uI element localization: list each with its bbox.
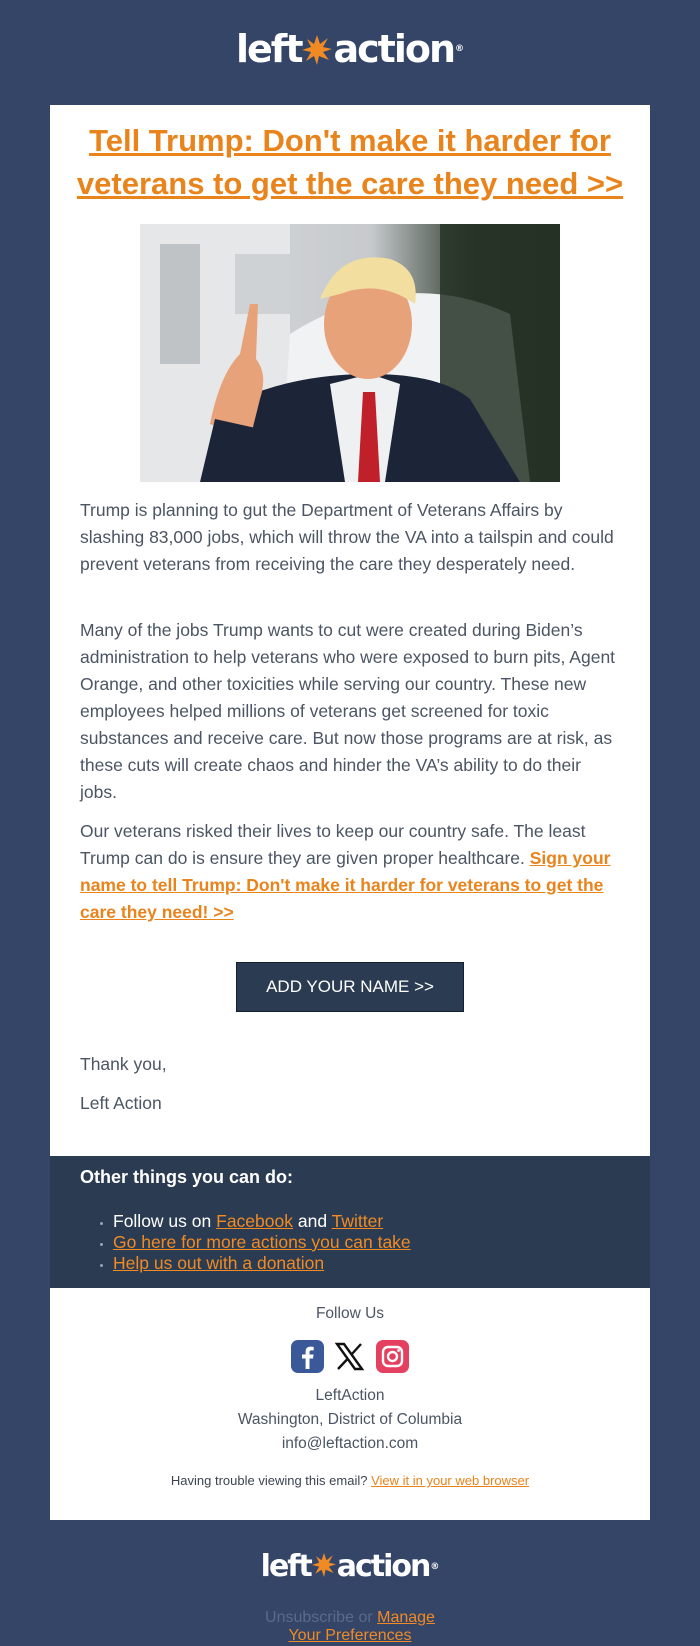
follow-us-label: Follow Us — [315, 1305, 385, 1322]
unsubscribe-area — [0, 1609, 700, 1645]
add-your-name-button[interactable]: ADD YOUR NAME >> — [236, 962, 464, 1012]
body-paragraph-2: Many of the jobs Trump wants to cut were created during Biden’s administration to help veterans who were exposed to burn pits, Agent Orange, and other toxicities while serving our country. These new employees helped millions of veterans get screened for toxic substances and receive care. But now those programs are at risk, as these cuts will create chaos and hinder the VA’s ability to do their jobs. — [80, 620, 616, 802]
starburst-icon — [312, 1549, 336, 1587]
email-card — [50, 105, 650, 1520]
logo-text-right: action — [333, 27, 455, 71]
org-email: info@leftaction.com — [281, 1435, 419, 1452]
list-item — [113, 1232, 411, 1253]
x-icon[interactable] — [333, 1340, 366, 1373]
or-text: or — [358, 1609, 373, 1626]
starburst-icon — [302, 29, 332, 75]
social-icons — [291, 1340, 409, 1374]
sign-name-link[interactable]: Sign your name to tell Trump: Don't make it harder for veterans to get the care they need! >> — [80, 848, 611, 922]
leftaction-footer-logo[interactable] — [0, 1548, 700, 1587]
view-in-browser-link[interactable]: View it in your web browser — [371, 1473, 530, 1488]
registered-mark: ® — [430, 1562, 440, 1572]
headline-link[interactable]: Tell Trump: Don't make it harder for veterans to get the care they need >> — [76, 123, 624, 201]
org-location: Washington, District of Columbia — [237, 1411, 463, 1428]
list-item — [113, 1211, 411, 1232]
leftaction-logo[interactable] — [0, 26, 700, 75]
trouble-text: Having trouble viewing this email? — [170, 1473, 368, 1488]
and-text: and — [297, 1211, 328, 1231]
more-actions-link[interactable]: Go here for more actions you can take — [113, 1232, 411, 1252]
body-paragraph-3-text: Our veterans risked their lives to keep our country safe. The least Trump can do is ensure they are given proper healthcare. — [80, 821, 586, 868]
facebook-icon[interactable] — [291, 1340, 324, 1373]
logo-text-left: left — [235, 27, 302, 71]
facebook-link[interactable]: Facebook — [216, 1211, 293, 1231]
closing-thanks: Thank you, — [80, 1054, 167, 1074]
instagram-icon[interactable] — [376, 1340, 409, 1373]
twitter-link[interactable]: Twitter — [331, 1211, 384, 1231]
other-actions-panel — [50, 1156, 650, 1288]
registered-mark: ® — [455, 44, 465, 54]
donation-link[interactable]: Help us out with a donation — [113, 1253, 325, 1273]
follow-prefix: Follow us on — [113, 1211, 212, 1231]
other-actions-heading: Other things you can do: — [80, 1167, 294, 1187]
other-actions-list — [80, 1211, 411, 1274]
body-paragraph-1: Trump is planning to gut the Department of Veterans Affairs by slashing 83,000 jobs, which will throw the VA into a tailspin and could prevent veterans from receiving the care they desperately need. — [80, 500, 614, 574]
logo-text-left: left — [260, 1549, 311, 1584]
trouble-viewing-line — [50, 1473, 650, 1488]
unsubscribe-link[interactable]: Unsubscribe — [265, 1609, 354, 1626]
manage-line-2: Your Preferences — [288, 1627, 412, 1644]
body-paragraph-3 — [80, 818, 620, 926]
signature: Left Action — [80, 1093, 162, 1113]
hero-photo[interactable] — [140, 224, 560, 482]
org-name: LeftAction — [315, 1387, 385, 1404]
list-item — [113, 1253, 411, 1274]
logo-text-right: action — [336, 1549, 430, 1584]
manage-line-1: Manage — [377, 1609, 435, 1626]
